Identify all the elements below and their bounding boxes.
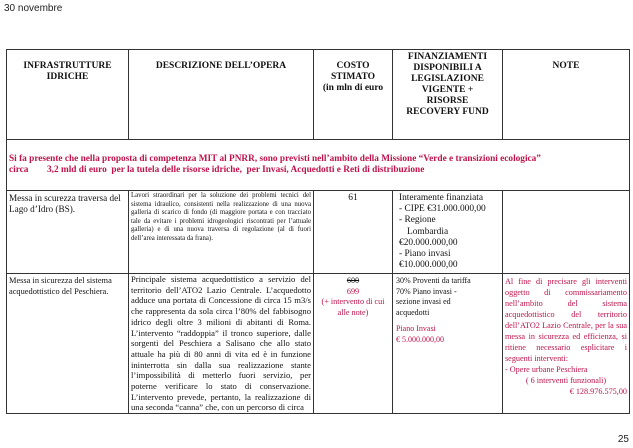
header-infrastrutture: INFRASTRUTTURE IDRICHE <box>7 50 129 140</box>
table-row <box>7 274 630 414</box>
row2-funding: 30% Proventi da tariffa 70% Piano invasi - sezione invasi ed acquedotti Piano Invasi € 5.000.000,00 <box>393 274 503 414</box>
pnrr-note-row <box>7 140 630 191</box>
row2-cost-old: 600 <box>346 276 360 285</box>
row2-cost <box>314 274 393 414</box>
row1-description: Lavori straordinari per la soluzione dei problemi tecnici del sistema idraulico, consistenti nella realizzazione di una nuova galleria di scarico di fondo (di maggiore portata e con tracciato tale da evitare i problemi idrogeologici riscontrati per l’attuale galleria) e di una nuova traversa di regolazione (al di fuori dell’area interessata da frana). <box>129 191 314 274</box>
infrastructure-table <box>6 49 630 414</box>
header-finanziamenti: FINANZIAMENTI DISPONIBILI A LEGISLAZIONE VIGENTE + RISORSE RECOVERY FUND <box>393 50 503 140</box>
header-note: NOTE <box>503 50 630 140</box>
row1-funding: Interamente finanziata - CIPE €31.000.000,00 - Regione Lombardia €20.000.000,00 - Piano invasi €10.000.000,00 <box>393 191 503 274</box>
row1-infrastructure: Messa in scurezza traversa del Lago d’Idro (BS). <box>7 191 129 274</box>
table-header-row <box>7 50 630 140</box>
table-row <box>7 191 630 274</box>
row2-description: Principale sistema acquedottistico a servizio del territorio dell’ATO2 Lazio Centrale. L’acquedotto adduce una portata di Concessione di circa 15 m3/s che rappresenta da sola circa l’80% del fabbisogno idrico degli oltre 3 milioni di abitanti di Roma. L’intervento “raddoppia” il tronco superiore, dalle sorgenti del Peschiera a Salisano che allo stato attuale ha più di 80 anni di vita ed è in funzione ininterrotta sin dalla sua realizzazione stante l’impossibilità di metterlo fuori servizio, per poterne verificare lo stato di conservazione. L’intervento prevede, pertanto, la realizzazione di una seconda “canna” che, con un percorso di circa <box>129 274 314 414</box>
row2-infrastructure: Messa in sicurezza del sistema acquedottistico del Peschiera. <box>7 274 129 414</box>
header-descrizione: DESCRIZIONE DELL’OPERA <box>129 50 314 140</box>
row2-note: Al fine di precisare gli interventi oggetto di commissariamento nell’ambito del sistema acquedottistico del territorio dell’ATO2 Lazio Centrale, per la sua messa in sicurezza ed efficienza, si ritiene necessario esplicitare i seguenti interventi: - Opere urbane Peschiera ( 6 interventi funzionali) € 128.976.575,00 <box>503 274 630 414</box>
header-costo: COSTO STIMATO (in mln di euro <box>314 50 393 140</box>
page-number: 25 <box>617 434 629 445</box>
row1-note <box>503 191 630 274</box>
document-date: 30 novembre <box>4 3 63 14</box>
row1-cost: 61 <box>314 191 393 274</box>
row2-cost-note: (+ intervento di cui alle note) <box>321 297 385 317</box>
pnrr-note: Si fa presente che nella proposta di competenza MIT al PNRR, sono previsti nell’ambito della Missione “Verde e transizioni ecologica” circa 3,2 mld di euro per la tutela delle risorse idriche, per Invasi, Acquedotti e Reti di distribuzione <box>7 140 630 191</box>
row2-cost-new: 699 <box>346 286 360 296</box>
